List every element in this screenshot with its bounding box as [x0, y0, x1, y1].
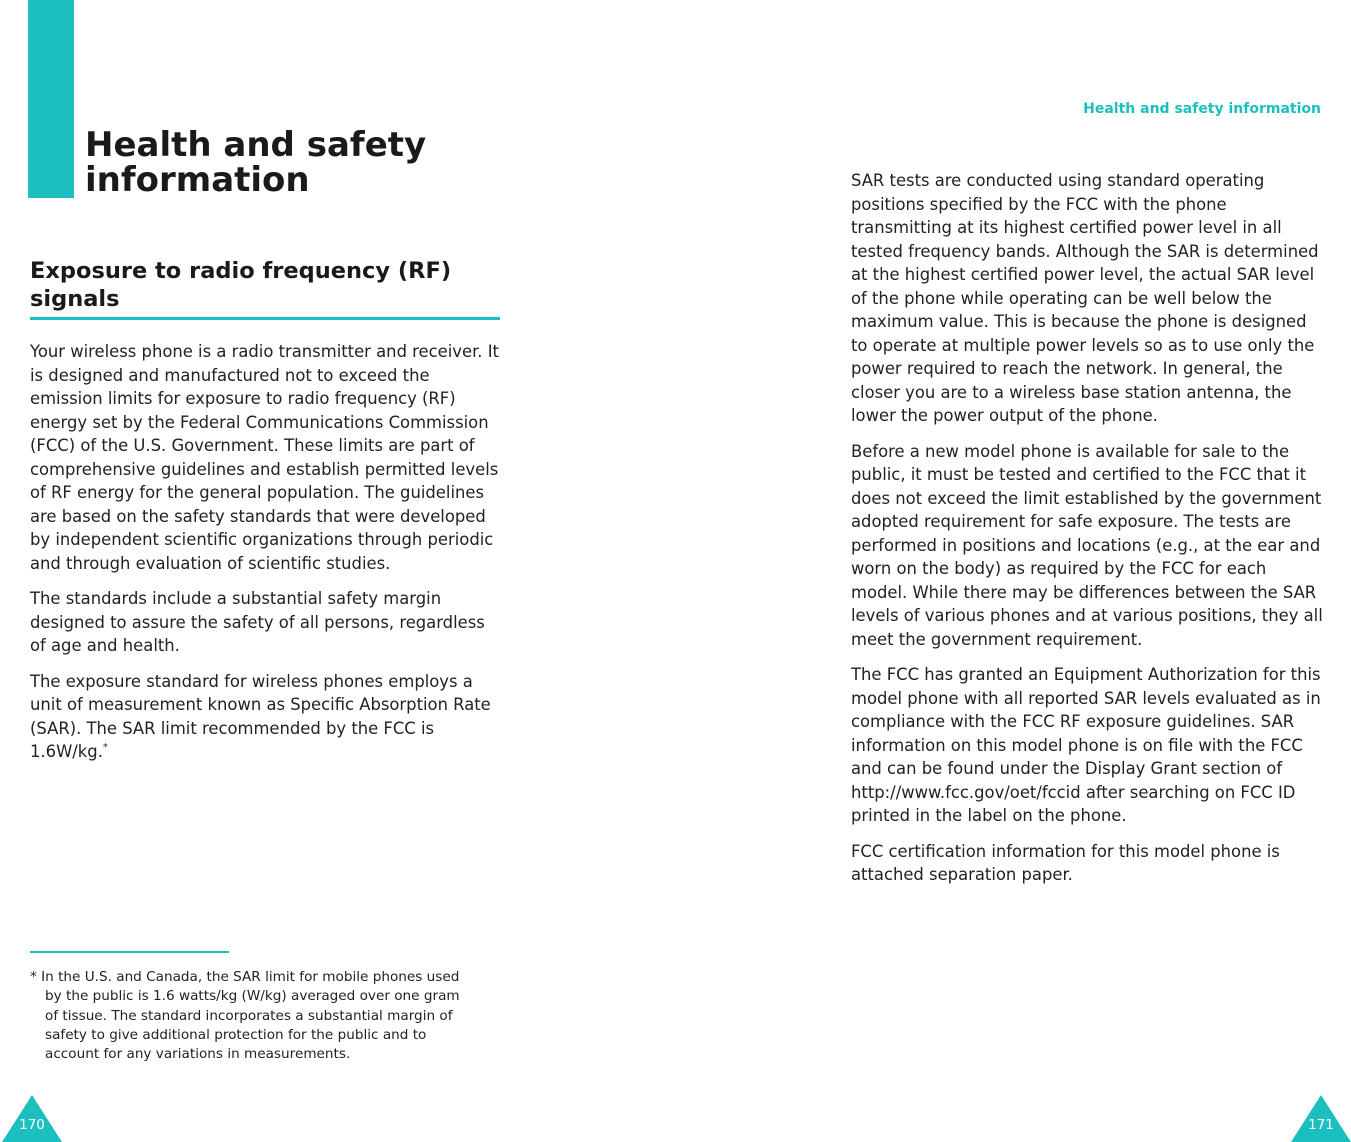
- paragraph: The FCC has granted an Equipment Authorization for this model phone with all reported SAR levels evaluated as in compliance with the FCC RF exposure guidelines. SAR information on this model phone is on file with the FCC and can be found under the Display Grant section of http://www.fcc.gov/oet/fccid after searching on FCC ID printed in the label on the phone.: [851, 665, 1321, 825]
- page-number-marker-right: [1291, 1095, 1351, 1142]
- left-page-body: [30, 340, 505, 776]
- section-heading: Exposure to radio frequency (RF) signals: [30, 258, 452, 312]
- page-number-marker-left: [2, 1095, 62, 1142]
- page-number: 170: [19, 1117, 45, 1133]
- paragraph: Before a new model phone is available for sale to the public, it must be tested and certified to the FCC that it does not exceed the limit established by the government adopted requirement for safe exposure. The tests are performed in positions and locations (e.g., at the ear and worn on the body) as required by the FCC for each model. While there may be differences between the SAR levels of various phones and at various positions, they all meet the government requirement.: [851, 441, 1323, 649]
- right-page-body: [851, 169, 1326, 899]
- paragraph: Your wireless phone is a radio transmitter and receiver. It is designed and manufactured not to exceed the emission limits for exposure to radio frequency (RF) energy set by the Federal Communications Commission (FCC) of the U.S. Government. These limits are part of comprehensive guidelines and establish permitted levels of RF energy for the general population. The guidelines are based on the safety standards that were developed by independent scientific organizations through periodic and through evaluation of scientific studies.: [30, 342, 499, 573]
- running-header: Health and safety information: [1083, 101, 1321, 117]
- chapter-accent-bar: [28, 0, 74, 198]
- chapter-title: Health and safety information: [85, 125, 427, 200]
- section-divider: [30, 317, 500, 320]
- paragraph: [30, 670, 505, 764]
- footnote: * In the U.S. and Canada, the SAR limit for mobile phones used by the public is 1.6 watts/kg (W/kg) averaged over one gram of tissue. The standard incorporates a substantial margin of safety to give additional protection for the public and to account for any variations in measurements.: [30, 969, 460, 1063]
- page-number: 171: [1308, 1117, 1334, 1133]
- paragraph: FCC certification information for this model phone is attached separation paper.: [851, 841, 1280, 884]
- paragraph: The standards include a substantial safety margin designed to assure the safety of all persons, regardless of age and health.: [30, 589, 485, 655]
- footnote-divider: [30, 951, 229, 953]
- footnote-marker: *: [102, 742, 108, 753]
- sar-limit-text: The exposure standard for wireless phones employs a unit of measurement known as Specific Absorption Rate (SAR). The SAR limit recommended by the FCC is 1.6W/kg.: [30, 671, 491, 761]
- paragraph: SAR tests are conducted using standard operating positions specified by the FCC with the phone transmitting at its highest certified power level in all tested frequency bands. Although the SAR is determined at the highest certified power level, the actual SAR level of the phone while operating can be well below the maximum value. This is because the phone is designed to operate at multiple power levels so as to use only the power required to reach the network. In general, the closer you are to a wireless base station antenna, the lower the power output of the phone.: [851, 171, 1319, 425]
